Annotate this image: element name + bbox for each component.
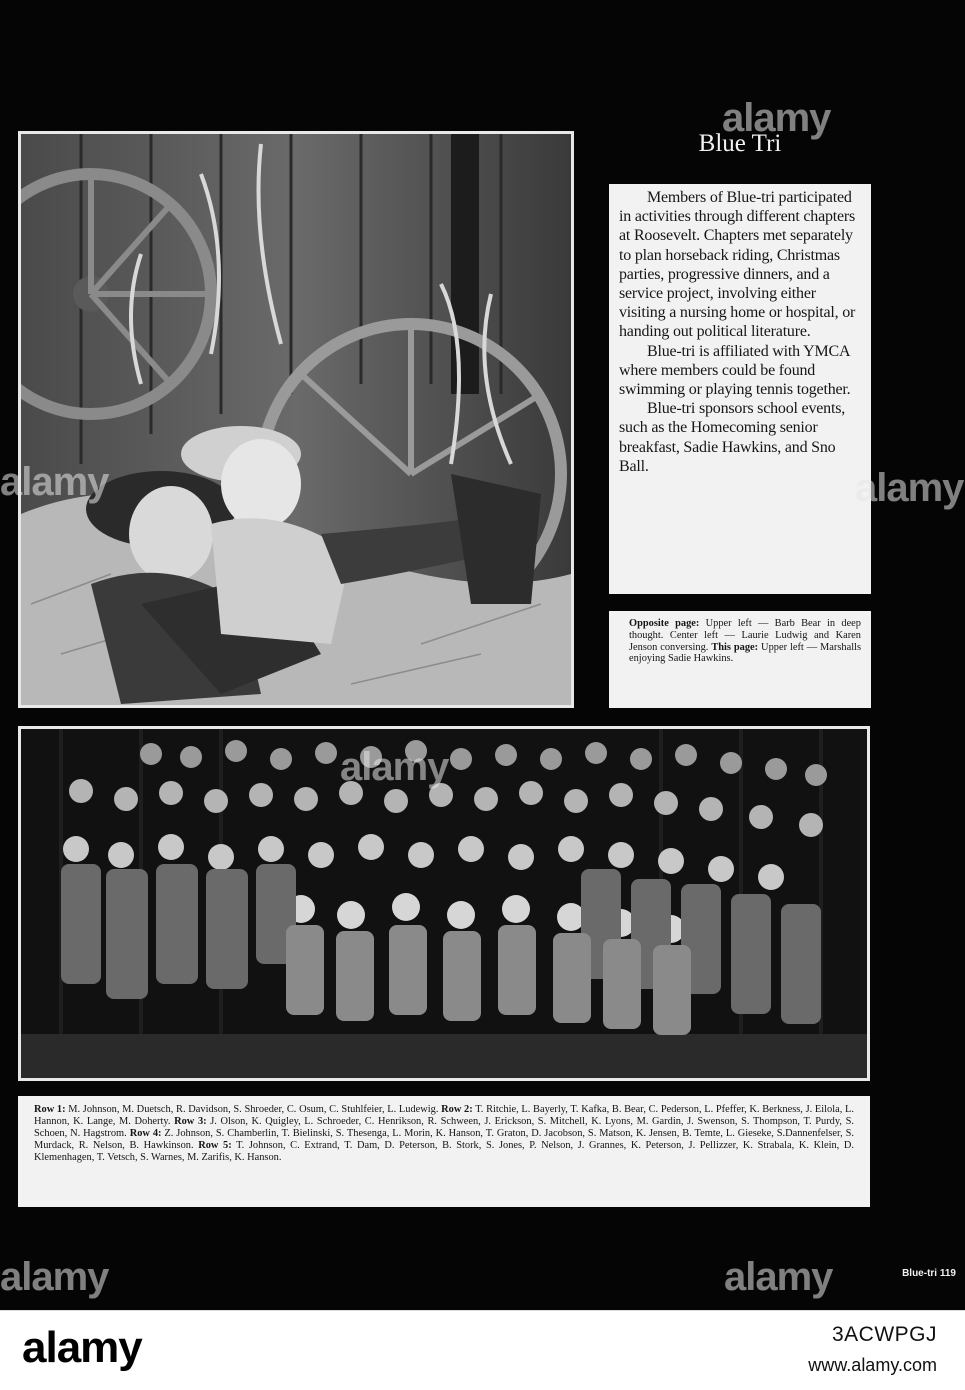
watermark: alamy: [722, 96, 831, 140]
page-folio: [876, 1268, 956, 1284]
image-id: 3ACWPGJ: [831, 1323, 937, 1346]
footer-url[interactable]: www.alamy.com: [808, 1355, 937, 1375]
watermark: alamy: [0, 460, 109, 504]
roster-row-label: Row 4:: [129, 1128, 162, 1139]
roster-row-names: T. Johnson, C. Extrand, T. Dam, D. Peterson, B. Stork, S. Jones, P. Nelson, J. Grannes, K. Peterson, J. Pellizzer, K. Strabala, K. Klein, D. Klemenhagen, T. Vetsch, S. Warnes, M. Zarifis, K. Hanson.: [34, 1140, 854, 1163]
watermark: alamy: [340, 745, 449, 789]
caption-text-opposite: Upper left — Barb Bear in deep thought. Center left — Laurie Ludwig and Karen Jenson conversing.: [629, 618, 861, 653]
watermark: alamy: [724, 1255, 833, 1299]
roster-row-names: T. Ritchie, L. Bayerly, T. Kafka, B. Bear, C. Pederson, L. Pfeffer, K. Berkness, J. Eilola, L. Hannon, K. Lange, M. Doherty.: [34, 1104, 854, 1127]
footer-logo: alamy: [22, 1323, 142, 1372]
top-photo-illustration: [21, 134, 571, 705]
stock-footer: [0, 1310, 965, 1390]
roster-row-label: Row 5:: [198, 1140, 232, 1151]
roster-row-label: Row 1:: [34, 1104, 66, 1115]
article-body: [609, 184, 871, 594]
folio-section: Blue-tri: [902, 1268, 938, 1279]
body-paragraph: Blue-tri is affiliated with YMCA where members could be found swimming or playing tennis together.: [619, 342, 851, 399]
page-title: Blue Tri: [698, 130, 782, 157]
body-paragraph: Blue-tri sponsors school events, such as the Homecoming senior breakfast, Sadie Hawkins, and Sno Ball.: [619, 400, 846, 475]
folio-page-number: 119: [939, 1268, 956, 1279]
photo-caption: [609, 611, 871, 708]
roster-row-names: J. Olson, K. Quigley, L. Schroeder, C. Henrikson, R. Schween, J. Erickson, S. Mitchell, K. Lyons, M. Gardin, J. Swenson, S. Thompson, T. Purdy, S. Schoen, N. Hagstrom.: [34, 1116, 855, 1139]
top-photo-cowgirls: [18, 131, 574, 708]
caption-text-this: Upper left — Marshalls enjoying Sadie Hawkins.: [629, 641, 862, 665]
roster-row-label: Row 2:: [441, 1104, 473, 1115]
body-paragraph: Members of Blue-tri participated in activities through different chapters at Roosevelt. Chapters met separately to plan horseback riding, Christmas parties, progressive dinners, and a service project, involving either visiting a nursing home or hospital, or handing out political literature.: [619, 189, 856, 341]
caption-label-this: This page:: [711, 641, 759, 653]
roster-caption: [18, 1096, 870, 1207]
roster-row-names: M. Johnson, M. Duetsch, R. Davidson, S. Shroeder, C. Osum, C. Stuhlfeier, L. Ludewig.: [65, 1104, 442, 1115]
watermark: alamy: [855, 466, 964, 510]
roster-row-label: Row 3:: [174, 1116, 207, 1127]
watermark: alamy: [0, 1255, 109, 1299]
roster-row-names: Z. Johnson, S. Chamberlin, T. Bielinski, S. Thesenga, L. Morin, K. Hanson, T. Graton, D. Jacobson, S. Matson, K. Jensen, B. Temte, L. Gieseke, S.Dannenfelser, S. Murdack, R. Nelson, B. Hawkinson.: [34, 1128, 854, 1151]
caption-label-opposite: Opposite page:: [629, 618, 700, 629]
